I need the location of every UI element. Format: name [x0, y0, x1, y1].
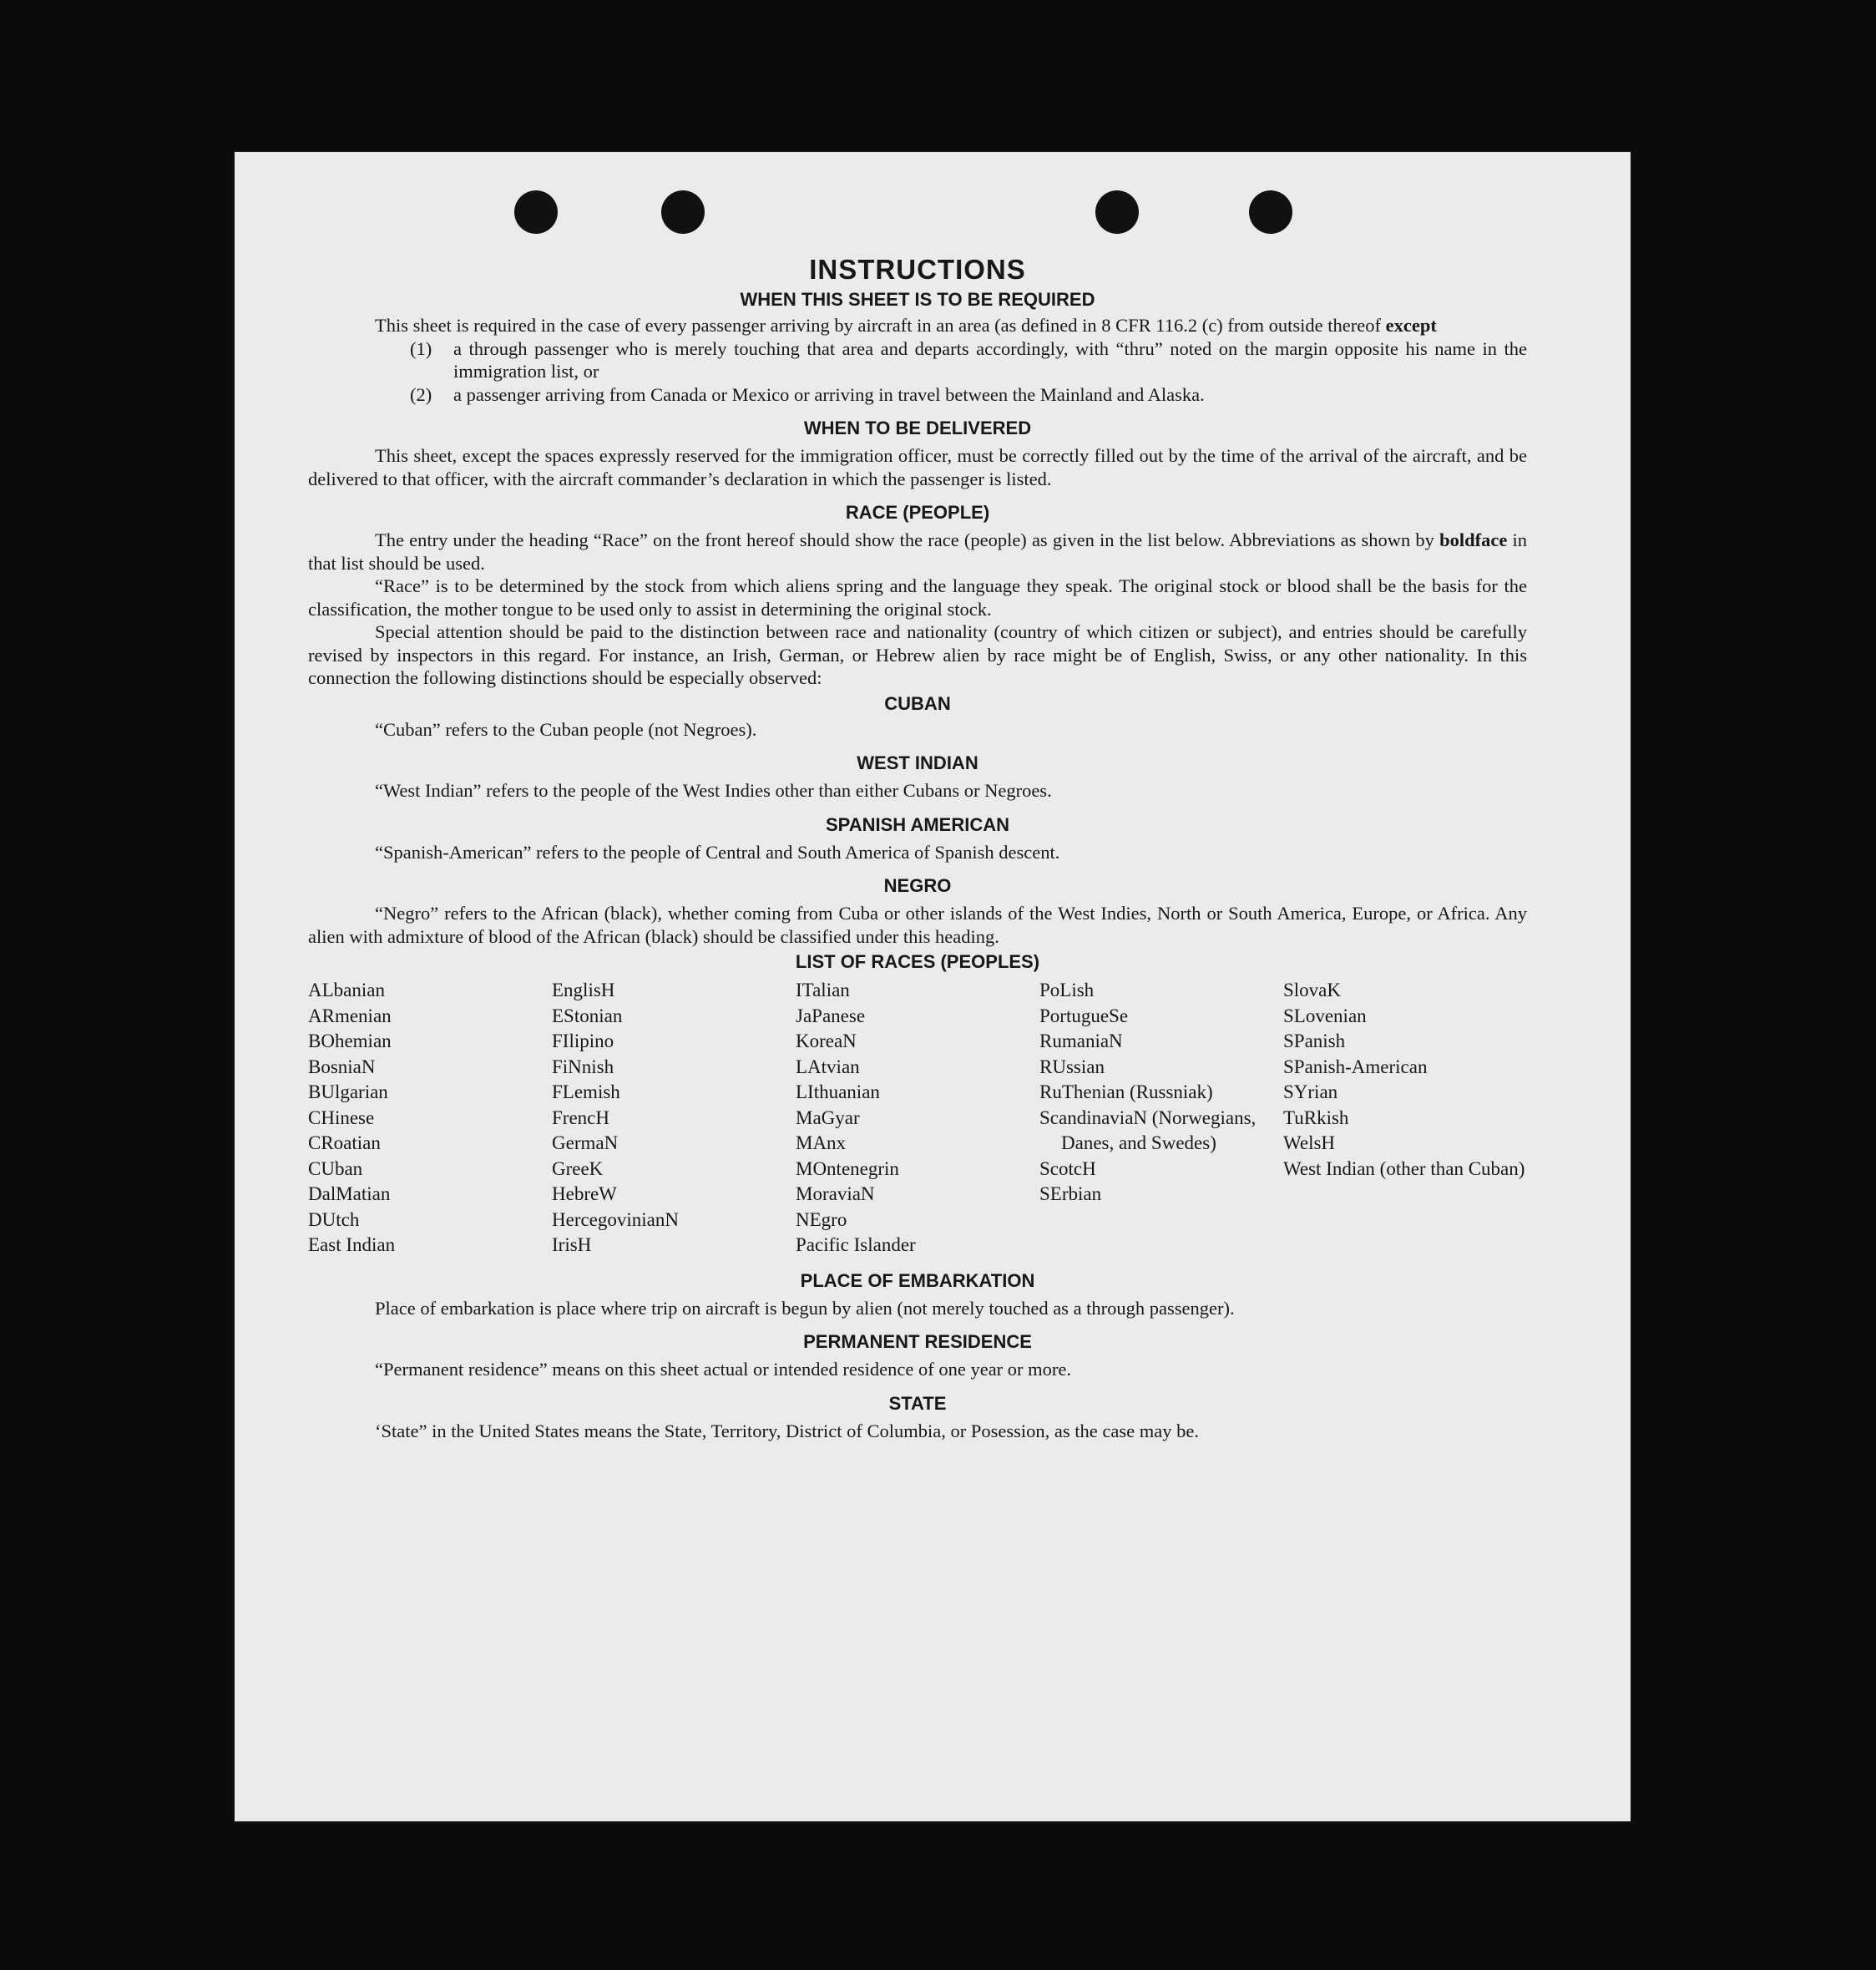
race-entry: NEgro: [796, 1208, 847, 1230]
race-entry: LIthuanian: [796, 1081, 880, 1102]
race-entry: LAtvian: [796, 1056, 860, 1077]
race-paragraph-3: Special attention should be paid to the distinction between race and nationality (country of which citizen or subject), and entries should be carefully revised by inspectors in this regard. For instance, an Irish, German, or Hebrew alien by race might be of English, Swiss, or any other nationality. In this connection the following distinctions should be especially observed:: [308, 621, 1527, 688]
section-heading-races-list: LIST OF RACES (PEOPLES): [795, 951, 1040, 972]
race-entry: JaPanese: [796, 1005, 866, 1026]
race-entry: RumaniaN: [1039, 1031, 1123, 1051]
race-entry: DUtch: [308, 1208, 360, 1230]
race-entry: East Indian: [308, 1234, 396, 1255]
item-number: (1): [410, 337, 432, 359]
race-entry: Pacific Islander: [796, 1234, 916, 1255]
race-entry: HebreW: [552, 1183, 617, 1204]
race-entry: West Indian (other than Cuban): [1283, 1157, 1525, 1179]
races-column: [1039, 978, 1283, 1258]
spanish-american-text: “Spanish-American” refers to the people of Central and South America of Spanish descent.: [375, 841, 1060, 863]
embarkation-text: Place of embarkation is place where trip on aircraft is begun by alien (not merely touched as a through passenger).: [375, 1297, 1235, 1319]
state-text: ‘State” in the United States means the State, Territory, District of Columbia, or Posession, as the case may be.: [375, 1420, 1199, 1441]
section-heading-delivered: WHEN TO BE DELIVERED: [803, 418, 1032, 438]
race-entry: EStonian: [552, 1005, 623, 1026]
instructions-content: [308, 254, 1527, 1442]
delivered-text: This sheet, except the spaces expressly reserved for the immigration officer, must be correctly filled out by the time of the arrival of the aircraft, and be delivered to that officer, with the aircraft commander’s declaration in which the passenger is listed.: [308, 445, 1527, 489]
race-entry: HercegovinianN: [552, 1208, 679, 1230]
punch-hole: [1095, 190, 1139, 234]
race-entry: TuRkish: [1283, 1107, 1349, 1128]
races-list: [308, 978, 1527, 1258]
required-exception-item: [308, 337, 1527, 383]
race-entry: PortugueSe: [1039, 1005, 1129, 1026]
race-entry: RUssian: [1039, 1056, 1105, 1077]
section-heading-required: WHEN THIS SHEET IS TO BE REQUIRED: [740, 289, 1095, 310]
race-entry: WelsH: [1283, 1132, 1336, 1153]
punch-hole: [514, 190, 558, 234]
race-entry: SlovaK: [1283, 980, 1341, 1000]
race-entry: BosniaN: [308, 1056, 376, 1077]
section-heading-cuban: CUBAN: [884, 692, 951, 714]
race-entry: FiNnish: [552, 1056, 614, 1077]
race-entry: SLovenian: [1283, 1005, 1367, 1026]
race-entry: IrisH: [552, 1234, 592, 1255]
races-column: [552, 978, 796, 1258]
race-entry: ARmenian: [308, 1005, 392, 1026]
item-text: a through passenger who is merely touching that area and departs accordingly, with “thru” noted on the margin opposite his name in the immigration list, or: [453, 337, 1527, 382]
section-heading-residence: PERMANENT RESIDENCE: [803, 1331, 1032, 1352]
race-entry: SPanish: [1283, 1031, 1346, 1051]
negro-text: “Negro” refers to the African (black), whether coming from Cuba or other islands of the West Indies, North or South America, Europe, or Africa. Any alien with admixture of blood of the African (black) should be classified under this heading.: [308, 903, 1527, 947]
required-exception-item: [308, 383, 1527, 407]
section-heading-west-indian: WEST INDIAN: [857, 752, 978, 773]
race-entry: BUlgarian: [308, 1081, 388, 1102]
race-entry: KoreaN: [796, 1031, 857, 1051]
races-column: [1283, 978, 1527, 1258]
section-heading-negro: NEGRO: [883, 875, 952, 896]
race-entry: MaGyar: [796, 1107, 860, 1128]
race-entry: MAnx: [796, 1132, 847, 1153]
required-intro: This sheet is required in the case of every passenger arriving by aircraft in an area (as defined in 8 CFR 116.2 (c) from outside thereof except: [375, 315, 1437, 336]
race-entry: MOntenegrin: [796, 1157, 899, 1179]
race-entry: FrencH: [552, 1107, 609, 1128]
section-heading-spanish-american: SPANISH AMERICAN: [825, 813, 1009, 835]
race-entry: PoLish: [1039, 980, 1095, 1000]
race-entry: GreeK: [552, 1157, 604, 1179]
race-entry: ScotcH: [1039, 1157, 1096, 1179]
race-entry: SErbian: [1039, 1183, 1102, 1204]
race-entry: SYrian: [1283, 1081, 1338, 1102]
required-exceptions-list: [308, 337, 1527, 407]
cuban-text: “Cuban” refers to the Cuban people (not Negroes).: [375, 718, 757, 740]
race-entry: ScandinaviaN (Norwegians, Danes, and Swedes): [1039, 1107, 1257, 1153]
item-number: (2): [410, 383, 432, 405]
punch-hole: [661, 190, 705, 234]
race-paragraph-2: “Race” is to be determined by the stock from which aliens spring and the language they speak. The original stock or blood shall be the basis for the classification, the mother tongue to be used only to assist in determining the original stock.: [308, 575, 1527, 620]
races-column: [308, 978, 552, 1258]
race-entry: MoraviaN: [796, 1183, 875, 1204]
section-heading-embarkation: PLACE OF EMBARKATION: [800, 1269, 1035, 1291]
race-entry: FIlipino: [552, 1031, 614, 1051]
race-paragraph-1: The entry under the heading “Race” on the front hereof should show the race (people) as given in the list below. Abbreviations as shown by boldface in that list should be used.: [308, 529, 1527, 574]
race-entry: RuThenian (Russniak): [1039, 1081, 1213, 1102]
races-column: [796, 978, 1039, 1258]
section-heading-state: STATE: [888, 1392, 947, 1414]
race-entry: BOhemian: [308, 1031, 392, 1051]
race-entry: EnglisH: [552, 980, 615, 1000]
section-heading-race: RACE (PEOPLE): [845, 502, 990, 523]
west-indian-text: “West Indian” refers to the people of the West Indies other than either Cubans or Negroes.: [375, 780, 1052, 801]
item-text: a passenger arriving from Canada or Mexico or arriving in travel between the Mainland and Alaska.: [453, 383, 1205, 405]
residence-text: “Permanent residence” means on this sheet actual or intended residence of one year or more.: [375, 1359, 1072, 1380]
page-title: INSTRUCTIONS: [809, 254, 1026, 285]
race-entry: FLemish: [552, 1081, 620, 1102]
race-entry: ITalian: [796, 980, 850, 1000]
race-entry: CHinese: [308, 1107, 375, 1128]
race-entry: DalMatian: [308, 1183, 391, 1204]
race-entry: CUban: [308, 1157, 363, 1179]
document-sheet: [235, 152, 1631, 1821]
race-entry: ALbanian: [308, 980, 385, 1000]
race-entry: GermaN: [552, 1132, 619, 1153]
race-entry: CRoatian: [308, 1132, 381, 1153]
race-entry: SPanish-American: [1283, 1056, 1428, 1077]
punch-hole: [1249, 190, 1292, 234]
